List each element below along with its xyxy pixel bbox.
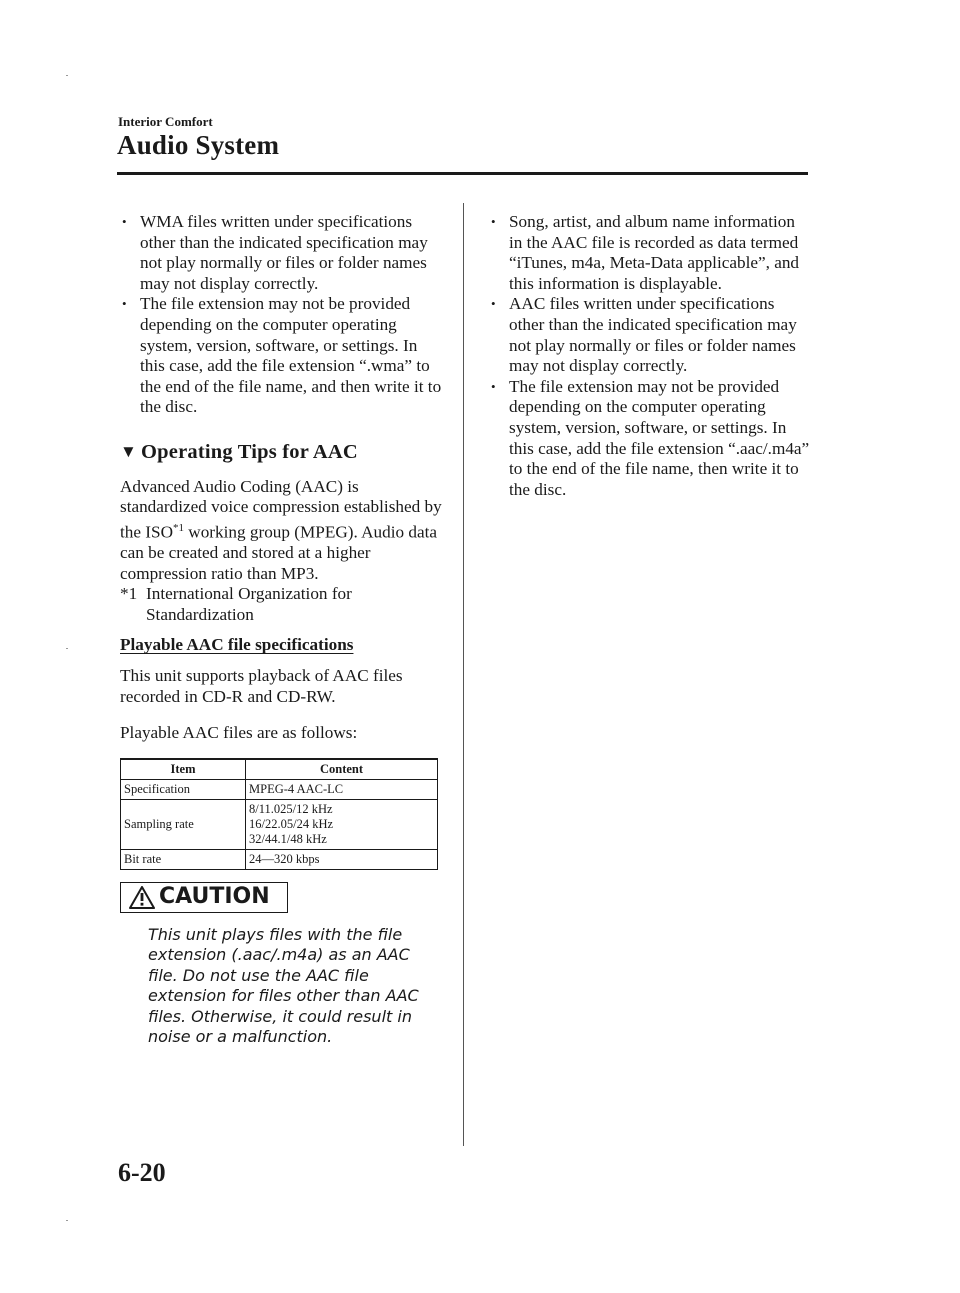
sampling-rate-line: 16/22.05/24 kHz — [249, 816, 334, 831]
bullet-item: • AAC files written under specifications other than the indicated specification may not play normally or files or folder names may not display correctly. — [489, 294, 811, 376]
caution-label-box — [120, 882, 288, 913]
subheading: Playable AAC file specifications — [120, 635, 354, 655]
crop-mark — [66, 75, 68, 76]
table-header-content: Content — [246, 759, 438, 780]
caution-text: This unit plays files with the file extension (.aac/.m4a) as an AAC file. Do not use the AAC file extension for files other than AAC files. Otherwise, it could result in noise or a malfunction. — [148, 924, 419, 1047]
table-row — [121, 849, 438, 869]
down-triangle-icon: ▼ — [120, 441, 138, 461]
intro-text: Advanced Audio Coding (AAC) is standardized voice compression established by the ISO — [120, 476, 442, 542]
files-intro: Playable AAC files are as follows: — [120, 723, 358, 743]
spec-table — [120, 758, 438, 870]
support-paragraph: This unit supports playback of AAC files recorded in CD-R and CD-RW. — [120, 666, 403, 706]
crop-mark — [66, 648, 68, 649]
footnote-mark: *1 — [120, 584, 138, 604]
table-cell-item: Bit rate — [121, 849, 246, 869]
left-column — [120, 212, 442, 1048]
bullet-item: • Song, artist, and album name information in the AAC file is recorded as data termed “iTunes, m4a, Meta-Data applicable”, and this information is displayable. — [489, 212, 811, 294]
section-heading — [120, 442, 442, 463]
intro-text-continued: working group (MPEG). Audio data can be created and stored at a higher compression ratio than MP3. — [120, 522, 438, 583]
left-bullet-list — [120, 212, 442, 418]
table-header-item: Item — [121, 759, 246, 780]
footnote-ref: *1 — [173, 521, 184, 534]
caution-label: CAUTION — [159, 884, 270, 909]
right-column — [489, 212, 811, 500]
footnote-text: International Organization for Standardization — [146, 584, 352, 624]
table-cell-item: Specification — [121, 779, 246, 799]
warning-triangle-icon — [129, 886, 155, 909]
bullet-item: • The file extension may not be provided depending on the computer operating system, version, software, or settings. In this case, add the file extension “.wma” to the end of the file name, and then write it to the disc. — [120, 294, 442, 418]
page-title: Audio System — [117, 130, 280, 160]
crop-mark — [66, 1220, 68, 1221]
table-cell-item: Sampling rate — [121, 799, 246, 849]
intro-paragraph — [120, 477, 442, 585]
sampling-rate-line: 8/11.025/12 kHz — [249, 801, 333, 816]
footnote — [120, 584, 442, 625]
page-number: 6-20 — [118, 1158, 166, 1187]
table-cell-content: MPEG-4 AAC-LC — [246, 779, 438, 799]
bullet-item: • WMA files written under specifications other than the indicated specification may not play normally or files or folder names may not display correctly. — [120, 212, 442, 294]
bullet-item: • The file extension may not be provided depending on the computer operating system, version, software, or settings. In this case, add the file extension “.aac/.m4a” to the end of the file name, then write it to the disc. — [489, 377, 811, 501]
right-bullet-list — [489, 212, 811, 500]
sampling-rate-line: 32/44.1/48 kHz — [249, 831, 327, 846]
table-row — [121, 779, 438, 799]
section-label: Interior Comfort — [118, 114, 213, 129]
table-cell-content: 24―320 kbps — [246, 849, 438, 869]
table-cell-content — [246, 799, 438, 849]
section-heading-text: Operating Tips for AAC — [141, 440, 358, 463]
table-header-row — [121, 759, 438, 780]
column-divider — [463, 203, 464, 1146]
title-rule — [117, 172, 808, 175]
table-row — [121, 799, 438, 849]
